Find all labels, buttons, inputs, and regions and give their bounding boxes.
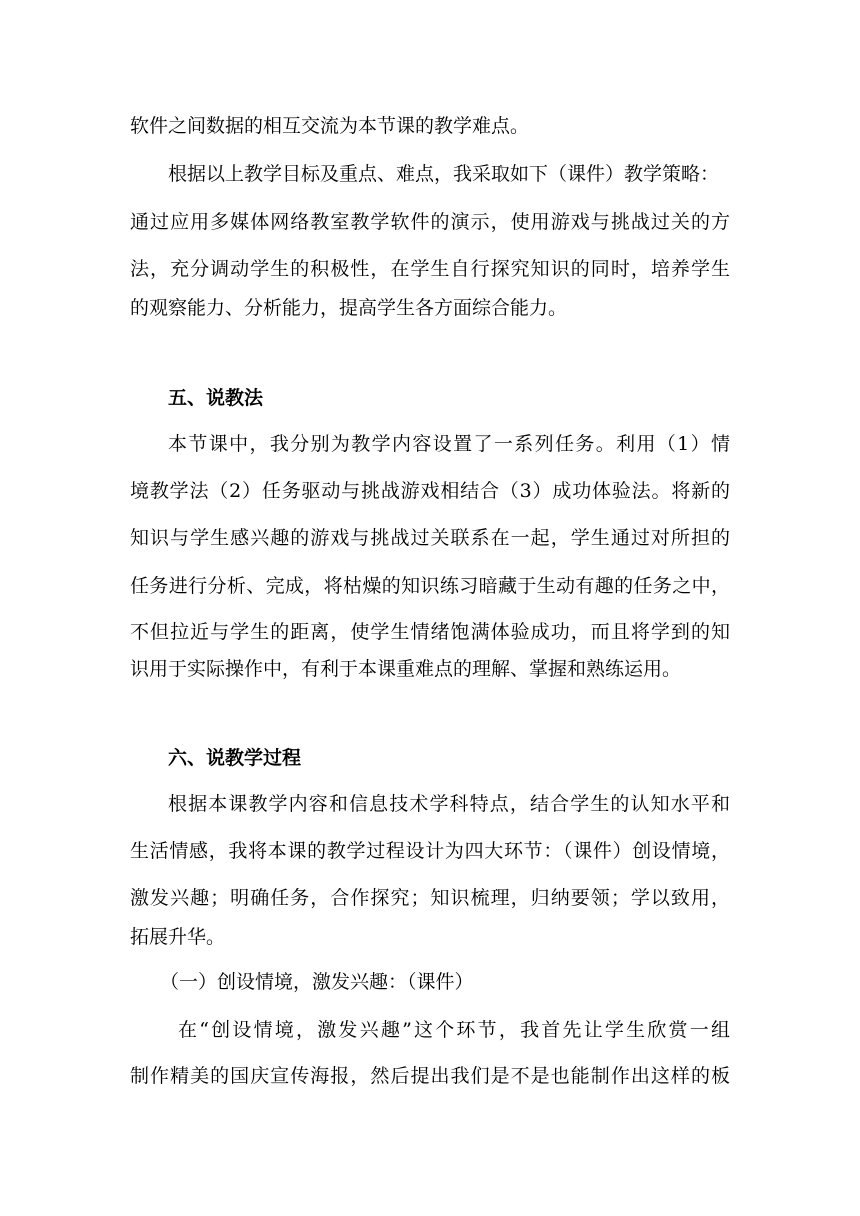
paragraph-line: 识用于实际操作中，有利于本课重难点的理解、掌握和熟练运用。: [130, 658, 682, 680]
paragraph-line: 的观察能力、分析能力，提高学生各方面综合能力。: [130, 297, 568, 319]
paragraph-line: 法，充分调动学生的积极性，在学生自行探究知识的同时，培养学生: [130, 258, 730, 280]
paragraph-line: 不但拉近与学生的距离，使学生情绪饱满体验成功，而且将学到的知: [130, 621, 730, 643]
paragraph-line: 制作精美的国庆宣传海报，然后提出我们是不是也能制作出这样的板: [130, 1065, 730, 1087]
paragraph-line: 根据以上教学目标及重点、难点，我采取如下（课件）教学策略：: [168, 163, 720, 185]
paragraph-line: 激发兴趣；明确任务，合作探究；知识梳理，归纳要领；学以致用，: [130, 887, 730, 909]
section-heading: 五、说教法: [168, 387, 264, 409]
paragraph-line: 知识与学生感兴趣的游戏与挑战过关联系在一起，学生通过对所担的: [130, 527, 730, 549]
paragraph-line: 拓展升华。: [130, 926, 226, 948]
paragraph-line: 本节课中，我分别为教学内容设置了一系列任务。利用（1）情: [168, 433, 730, 455]
paragraph-line: 境教学法（2）任务驱动与挑战游戏相结合（3）成功体验法。将新的: [130, 480, 730, 502]
section-heading: 六、说教学过程: [168, 747, 302, 769]
paragraph-line: 软件之间数据的相互交流为本节课的教学难点。: [130, 115, 530, 137]
paragraph-line: 根据本课教学内容和信息技术学科特点，结合学生的认知水平和: [168, 793, 730, 815]
paragraph-line: 任务进行分析、完成，将枯燥的知识练习暗藏于生动有趣的任务之中，: [130, 575, 730, 597]
paragraph-line: 生活情感，我将本课的教学过程设计为四大环节：（课件）创设情境，: [130, 840, 730, 862]
paragraph-line: 通过应用多媒体网络教室教学软件的演示，使用游戏与挑战过关的方: [130, 211, 730, 233]
paragraph-line: 在“创设情境，激发兴趣”这个环节，我首先让学生欣赏一组: [178, 1019, 730, 1041]
subsection-heading: （一）创设情境，激发兴趣：（课件）: [160, 971, 474, 993]
